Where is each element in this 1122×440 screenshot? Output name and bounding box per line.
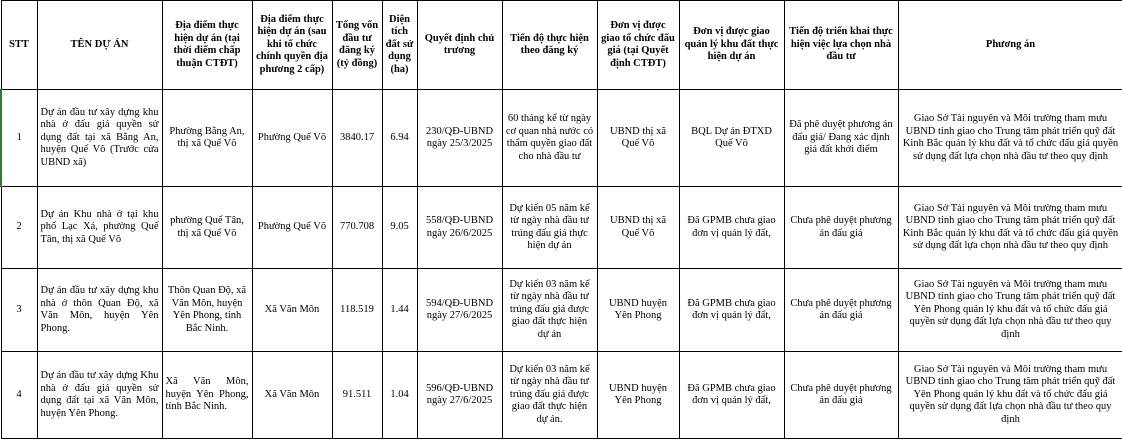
- cell-plan: Giao Sở Tài nguyên và Môi trường tham mưu UBND tỉnh giao cho Trung tâm phát triển quỹ đất Yên Phong quản lý khu đất và tổ chức đấu giá quyền sử dụng đất lựa chọn nhà đầu tư theo quy định: [898, 269, 1122, 352]
- cell-manager: BQL Dự án ĐTXD Quế Võ: [679, 90, 784, 187]
- cell-capital: 3840.17: [332, 90, 382, 187]
- header-name: TÊN DỰ ÁN: [37, 1, 162, 90]
- cell-decision: 558/QĐ-UBND ngày 26/6/2025: [417, 187, 502, 269]
- cell-progress: Chưa phê duyệt phương án đấu giá: [784, 269, 898, 352]
- cell-auction-unit: UBND thị xã Quế Võ: [597, 90, 679, 187]
- table-row: [1, 352, 1122, 439]
- cell-name: Dự án Khu nhà ở tại khu phố Lạc Xá, phường Quế Tân, thị xã Quế Võ: [37, 187, 162, 269]
- cell-decision: 596/QĐ-UBND ngày 27/6/2025: [417, 352, 502, 439]
- cell-name: Dự án đầu tư xây dựng Khu nhà ở đấu giá quyền sử dụng đất tại xã Văn Môn, huyện Yên Phong.: [37, 352, 162, 439]
- cell-stt: 1: [1, 90, 37, 187]
- cell-location-new: Xã Văn Môn: [252, 269, 332, 352]
- cell-stt: 4: [1, 352, 37, 439]
- cell-schedule: Dự kiến 03 năm kể từ ngày nhà đầu tư trúng đấu giá được giao đất thực hiện dự án.: [502, 352, 597, 439]
- cell-area: 6.94: [382, 90, 417, 187]
- cell-location-old: Phường Bằng An, thị xã Quế Võ: [162, 90, 252, 187]
- cell-auction-unit: UBND huyện Yên Phong: [597, 269, 679, 352]
- cell-manager: Đã GPMB chưa giao đơn vị quản lý đất,: [679, 352, 784, 439]
- cell-plan: Giao Sở Tài nguyên và Môi trường tham mưu UBND tỉnh giao cho Trung tâm phát triển quỹ đất Kinh Bắc quản lý khu đất và tổ chức đấu giá quyền sử dụng đất lựa chọn nhà đầu tư theo quy định: [898, 187, 1122, 269]
- header-auction-unit: Đơn vị được giao tổ chức đấu giá (tại Quyết định CTĐT): [597, 1, 679, 90]
- header-area: Diện tích đất sử dụng (ha): [382, 1, 417, 90]
- header-location-old: Địa điểm thực hiện dự án (tại thời điểm chấp thuận CTĐT): [162, 1, 252, 90]
- cell-capital: 118.519: [332, 269, 382, 352]
- cell-decision: 594/QĐ-UBND ngày 27/6/2025: [417, 269, 502, 352]
- cell-stt: 2: [1, 187, 37, 269]
- cell-schedule: 60 tháng kể từ ngày cơ quan nhà nước có thẩm quyền giao đất cho nhà đầu tư: [502, 90, 597, 187]
- cell-manager: Đã GPMB chưa giao đơn vị quản lý đất,: [679, 269, 784, 352]
- header-manager: Đơn vị được giao quản lý khu đất thực hiện dự án: [679, 1, 784, 90]
- header-progress: Tiến độ triển khai thực hiện việc lựa chọn nhà đầu tư: [784, 1, 898, 90]
- cell-progress: Chưa phê duyệt phương án đấu giá: [784, 187, 898, 269]
- cell-capital: 91.511: [332, 352, 382, 439]
- header-stt: STT: [1, 1, 37, 90]
- cell-location-old: phường Quế Tân, thị xã Quế Võ: [162, 187, 252, 269]
- cell-plan: Giao Sở Tài nguyên và Môi trường tham mưu UBND tỉnh giao cho Trung tâm phát triển quỹ đất Yên Phong quản lý khu đất và tổ chức đấu giá quyền sử dụng đất lựa chọn nhà đầu tư theo quy định: [898, 352, 1122, 439]
- cell-area: 1.44: [382, 269, 417, 352]
- header-location-new: Địa điểm thực hiện dự án (sau khi tổ chức chính quyền địa phương 2 cấp): [252, 1, 332, 90]
- cell-decision: 230/QĐ-UBND ngày 25/3/2025: [417, 90, 502, 187]
- cell-location-new: Phường Quế Võ: [252, 187, 332, 269]
- header-row: [1, 1, 1122, 90]
- cell-progress: Chưa phê duyệt phương án đấu giá: [784, 352, 898, 439]
- cell-area: 1.04: [382, 352, 417, 439]
- header-capital: Tổng vốn đầu tư đăng ký (tỷ đồng): [332, 1, 382, 90]
- cell-plan: Giao Sở Tài nguyên và Môi trường tham mưu UBND tỉnh giao cho Trung tâm phát triển quỹ đất Kinh Bắc quản lý khu đất và tổ chức đấu giá quyền sử dụng đất lựa chọn nhà đầu tư theo quy định: [898, 90, 1122, 187]
- cell-capital: 770.708: [332, 187, 382, 269]
- cell-name: Dự án đầu tư xây dựng khu nhà ở đấu giá quyền sử dụng đất tại xã Bằng An, huyện Quế Võ (Trước cửa UBND xã): [37, 90, 162, 187]
- cell-location-old: Thôn Quan Độ, xã Văn Môn, huyện Yên Phong, tỉnh Bắc Ninh.: [162, 269, 252, 352]
- cell-area: 9.05: [382, 187, 417, 269]
- table-row: [1, 187, 1122, 269]
- cell-location-old: Xã Văn Môn, huyện Yên Phong, tỉnh Bắc Ninh.: [162, 352, 252, 439]
- cell-location-new: Phường Quế Võ: [252, 90, 332, 187]
- cell-schedule: Dự kiến 05 năm kể từ ngày nhà đầu tư trúng đấu giá thực hiện dự án: [502, 187, 597, 269]
- header-plan: Phương án: [898, 1, 1122, 90]
- cell-progress: Đã phê duyệt phương án đấu giá/ Đang xác định giá đất khởi điểm: [784, 90, 898, 187]
- cell-name: Dự án đầu tư xây dựng khu nhà ở thôn Quan Độ, xã Văn Môn, huyện Yên Phong.: [37, 269, 162, 352]
- cell-stt: 3: [1, 269, 37, 352]
- table-row: [1, 90, 1122, 187]
- cell-location-new: Xã Văn Môn: [252, 352, 332, 439]
- header-schedule: Tiến độ thực hiện theo đăng ký: [502, 1, 597, 90]
- cell-auction-unit: UBND thị xã Quế Võ: [597, 187, 679, 269]
- cell-auction-unit: UBND huyện Yên Phong: [597, 352, 679, 439]
- cell-schedule: Dự kiến 03 năm kể từ ngày nhà đầu tư trúng đấu giá được giao đất thực hiện dự án: [502, 269, 597, 352]
- cell-manager: Đã GPMB chưa giao đơn vị quản lý đất,: [679, 187, 784, 269]
- header-decision: Quyết định chủ trương: [417, 1, 502, 90]
- table-row: [1, 269, 1122, 352]
